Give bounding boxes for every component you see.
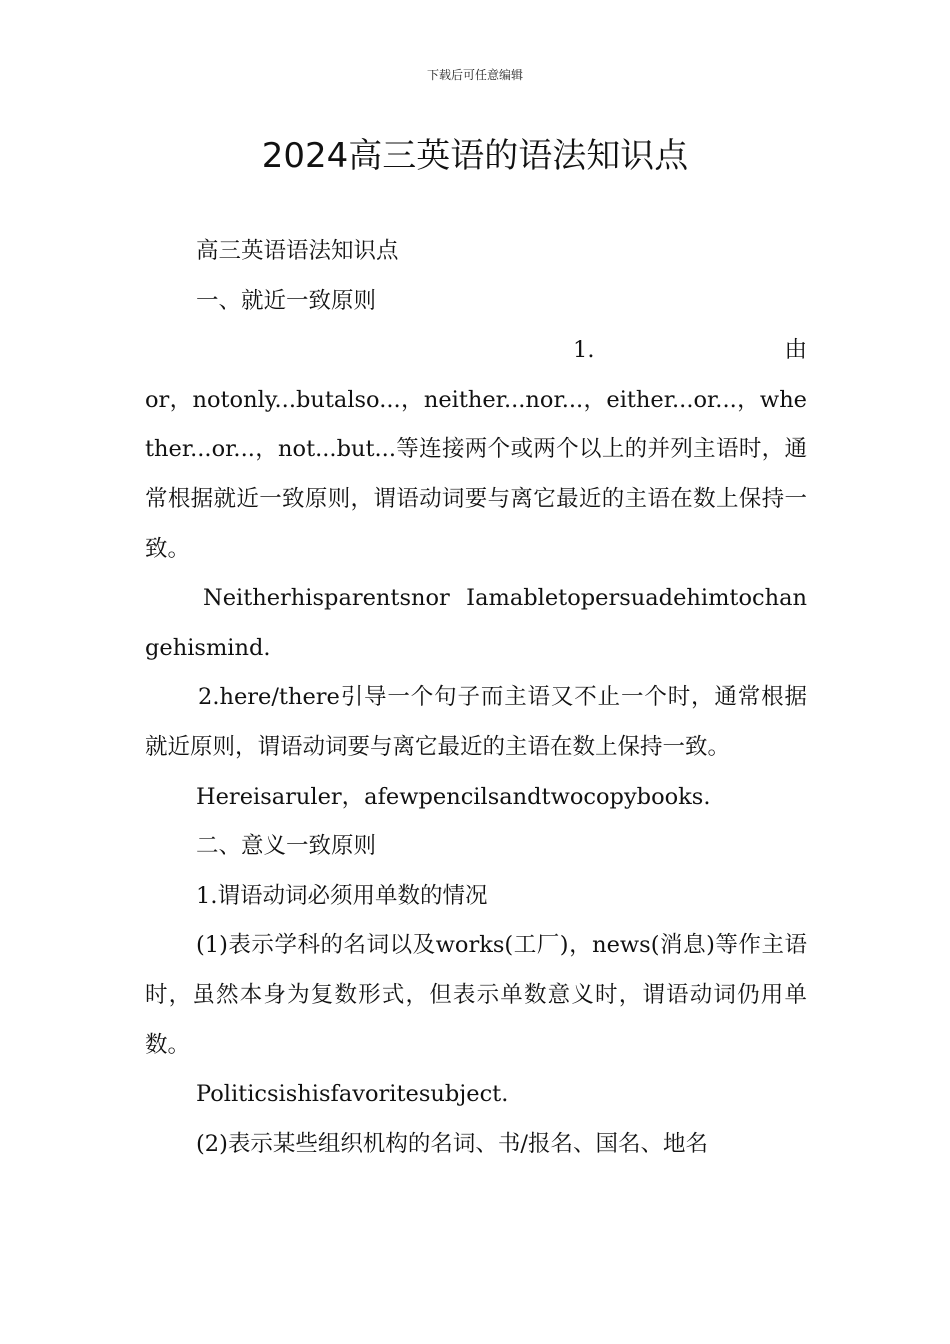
rule-1-lead (145, 326, 807, 376)
section-heading-1: 一、就近一致原则 (196, 287, 377, 314)
paragraph-subtitle: 高三英语语法知识点 (196, 238, 399, 264)
document-body (145, 227, 807, 1169)
rule-1-body: or，notonly...butalso...，neither...nor...，either...or...，whether...or...，not...but...等连接两个或两个以上的并列主语时，通常根据就近一致原则，谓语动词要与离它最近的主语在数上保持一致。 (145, 386, 807, 562)
rule-1-number: 1. (573, 337, 595, 364)
section-heading-2: 二、意义一致原则 (196, 833, 377, 860)
rule-2: 2.here/there引导一个句子而主语又不止一个时，通常根据就近原则，谓语动词要与离它最近的主语在数上保持一致。 (145, 684, 807, 760)
example-sentence-1: Neitherhisparentsnor Iamabletopersuadehimtochangehismind. (145, 585, 807, 661)
header-note: 下载后可任意编辑 (426, 68, 523, 82)
rule-singular-2: (2)表示某些组织机构的名词、书/报名、国名、地名 (196, 1130, 708, 1157)
subheading-singular-verb: 1.谓语动词必须用单数的情况 (196, 882, 488, 909)
example-sentence-2: Hereisaruler，afewpencilsandtwocopybooks. (196, 783, 711, 810)
document-title: 2024高三英语的语法知识点 (261, 136, 689, 176)
rule-1-first-word: 由 (784, 337, 807, 364)
example-sentence-3: Politicsishisfavoritesubject. (196, 1081, 509, 1108)
rule-singular-1: (1)表示学科的名词以及works(工厂)，news(消息)等作主语时，虽然本身为复数形式，但表示单数意义时，谓语动词仍用单数。 (145, 932, 807, 1058)
